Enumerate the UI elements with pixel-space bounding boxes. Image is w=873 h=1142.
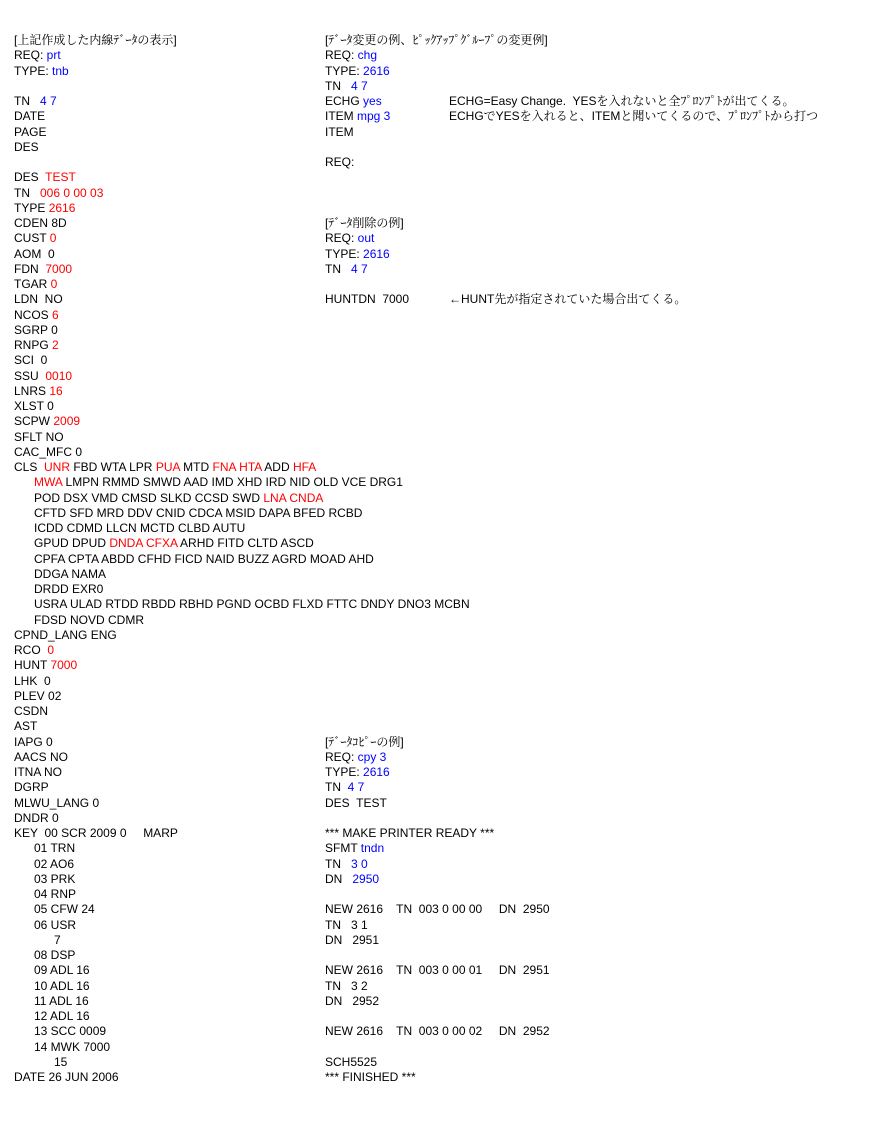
left-line [14, 94, 57, 109]
right-line [325, 780, 364, 795]
text-segment: FDSD NOVD CDMR [34, 612, 144, 627]
text-segment: PAGE [14, 124, 47, 139]
left-line [14, 704, 48, 719]
left-line [14, 780, 49, 795]
left-line [14, 1040, 110, 1055]
left-line [14, 567, 106, 582]
text-segment: 3 0 [351, 856, 368, 871]
text-segment: RCO [14, 643, 48, 657]
right-line [325, 155, 354, 170]
text-segment: HUNTDN 7000 [325, 292, 410, 307]
right-line [325, 857, 368, 872]
text-segment: ITNA NO [14, 765, 63, 779]
text-segment: SCPW [14, 414, 54, 429]
left-line [14, 445, 82, 460]
text-segment: REQ: [14, 48, 47, 63]
annotation-note: ←HUNT先が指定されていた場合出てくる。 [449, 292, 687, 307]
text-segment: 2009 [53, 414, 81, 429]
text-segment: REQ: [325, 48, 358, 63]
right-line [325, 216, 404, 231]
right-line [325, 979, 368, 994]
left-line [14, 735, 53, 750]
text-segment: 2 [52, 338, 59, 352]
text-segment: 11 ADL 16 [34, 993, 89, 1008]
text-segment: TYPE: [325, 765, 364, 779]
left-line [14, 841, 75, 856]
text-segment: TN 3 2 [325, 978, 368, 993]
text-segment: IAPG 0 [14, 734, 53, 749]
text-segment: 16 [49, 383, 63, 398]
right-line [325, 94, 382, 109]
text-segment: REQ: [325, 231, 358, 246]
text-segment: tndn [360, 841, 385, 856]
text-segment: 05 CFW 24 [34, 902, 95, 917]
text-segment: PLEV 02 [14, 688, 62, 703]
text-segment: TN [14, 94, 40, 108]
left-line [14, 674, 51, 689]
text-segment: DATE [14, 109, 46, 124]
text-segment: ARHD FITD CLTD ASCD [177, 536, 314, 551]
text-segment: TN [325, 261, 351, 276]
right-line [325, 933, 379, 948]
text-segment: TN [325, 856, 351, 871]
left-line [14, 460, 316, 475]
left-line [14, 1009, 90, 1024]
text-segment: FBD WTA LPR [70, 460, 156, 474]
text-segment: 14 MWK 7000 [34, 1039, 111, 1054]
right-line [325, 262, 368, 277]
text-segment: POD DSX VMD CMSD SLKD CCSD SWD [34, 490, 264, 505]
text-segment: TN [14, 185, 40, 200]
text-segment: TYPE: [325, 246, 364, 261]
text-segment: 6 [52, 307, 59, 322]
left-line [14, 186, 103, 201]
text-segment: NEW 2616 TN 003 0 00 02 DN 2952 [325, 1024, 550, 1039]
left-line [14, 597, 470, 612]
text-segment: LNA CNDA [263, 490, 324, 505]
text-segment: DN 2951 [325, 932, 380, 947]
text-segment: [上記作成した内線ﾃﾞｰﾀの表示] [14, 33, 177, 47]
left-line [14, 994, 89, 1009]
text-segment: CFTD SFD MRD DDV CNID CDCA MSID DAPA BFED RCBD [34, 505, 363, 520]
text-segment: CUST [14, 231, 50, 246]
text-segment: chg [357, 48, 378, 63]
text-segment: TN 3 1 [325, 917, 368, 932]
left-line [14, 506, 362, 521]
text-segment: *** MAKE PRINTER READY *** [325, 826, 495, 840]
text-segment: LHK 0 [14, 673, 51, 688]
left-line [14, 231, 56, 246]
text-segment: 02 AO6 [34, 856, 75, 871]
left-line [14, 826, 178, 841]
text-segment: SCH5525 [325, 1054, 378, 1069]
right-line [325, 872, 379, 887]
left-line [14, 689, 61, 704]
right-line [325, 1070, 416, 1085]
left-line [14, 552, 374, 567]
text-segment: HFA [292, 460, 317, 474]
left-line [14, 536, 314, 551]
right-line [325, 247, 390, 262]
text-segment: 09 ADL 16 [34, 963, 90, 978]
text-segment: TN [325, 780, 348, 795]
text-segment: 0 [49, 231, 57, 246]
left-line [14, 491, 323, 506]
left-line [14, 658, 77, 673]
text-segment: ECHG [325, 94, 364, 108]
left-line [14, 933, 61, 948]
left-line [14, 872, 75, 887]
annotation-note: ECHGでYESを入れると、ITEMと聞いてくるので、ﾌﾟﾛﾝﾌﾟﾄから打つ [449, 109, 819, 124]
right-line [325, 994, 379, 1009]
text-segment: LNRS [14, 383, 50, 398]
text-segment: PUA [155, 460, 180, 474]
text-segment: GPUD DPUD [34, 536, 110, 551]
left-line [14, 262, 72, 277]
right-line [325, 841, 384, 856]
right-line [325, 826, 494, 841]
text-segment: cpy 3 [357, 749, 387, 764]
left-line [14, 64, 69, 79]
left-line [14, 628, 117, 643]
text-segment: LMPN RMMD SMWD AAD IMD XHD IRD NID OLD VCE DRG1 [62, 475, 403, 490]
text-segment: USRA ULAD RTDD RBDD RBHD PGND OCBD FLXD FTTC DNDY DNO3 MCBN [34, 597, 470, 612]
text-segment: DN [325, 871, 353, 886]
text-segment: 08 DSP [34, 948, 76, 962]
left-line [14, 1024, 106, 1039]
left-line [14, 308, 59, 323]
text-segment: TYPE: [325, 63, 364, 78]
text-segment: DES [14, 170, 46, 185]
right-line [325, 292, 409, 307]
text-segment: AST [14, 719, 38, 734]
text-segment: DES TEST [325, 795, 387, 810]
text-segment: 4 7 [347, 780, 365, 795]
text-segment: DES [14, 139, 39, 154]
text-segment: RNPG [14, 338, 53, 352]
text-segment: CSDN [14, 704, 49, 718]
text-segment: DRDD EXR0 [34, 582, 104, 596]
text-segment: DDGA NAMA [34, 566, 107, 581]
text-segment: 4 7 [351, 261, 368, 276]
text-segment: 0 [47, 643, 55, 657]
text-segment: AOM 0 [14, 246, 55, 261]
text-segment: MLWU_LANG 0 [14, 795, 100, 810]
text-segment: ADD [261, 460, 293, 474]
left-line [14, 338, 59, 353]
text-segment: 2616 [363, 765, 390, 779]
text-segment: 0010 [45, 368, 73, 383]
text-segment: 2616 [48, 200, 76, 215]
right-line [325, 796, 387, 811]
left-line [14, 887, 76, 902]
text-segment: UNR [44, 460, 71, 474]
text-segment: DN 2952 [325, 993, 380, 1008]
text-segment: 01 TRN [34, 841, 76, 856]
right-line [325, 918, 368, 933]
left-line [14, 216, 67, 231]
text-segment: DNDR 0 [14, 810, 59, 825]
right-line [325, 125, 354, 140]
left-line [14, 475, 403, 490]
text-segment: DGRP [14, 780, 49, 795]
left-line [14, 1070, 119, 1085]
left-line [14, 1055, 67, 1070]
text-segment: 2950 [352, 871, 380, 886]
text-segment: CLS [14, 460, 45, 474]
text-segment: SFLT NO [14, 429, 64, 444]
text-segment: ICDD CDMD LLCN MCTD CLBD AUTU [34, 521, 246, 535]
text-segment: REQ: [325, 155, 355, 169]
text-segment: TYPE [14, 200, 49, 215]
left-line [14, 582, 103, 597]
annotation-note: ECHG=Easy Change. YESを入れないと全ﾌﾟﾛﾝﾌﾟﾄが出てくる。 [449, 94, 795, 108]
text-segment: [ﾃﾞｰﾀ変更の例、ﾋﾟｯｸｱｯﾌﾟｸﾞﾙｰﾌﾟの変更例] [325, 33, 548, 47]
text-segment: *** FINISHED *** [325, 1070, 416, 1084]
left-line [14, 201, 75, 216]
text-segment: CPFA CPTA ABDD CFHD FICD NAID BUZZ AGRD MOAD AHD [34, 551, 374, 566]
left-line [14, 857, 74, 872]
text-segment: MTD [179, 460, 213, 474]
text-segment: ITEM [325, 124, 354, 139]
text-segment: mpg 3 [357, 109, 391, 124]
left-line [14, 399, 54, 414]
text-segment: 04 RNP [34, 887, 77, 901]
text-segment: XLST 0 [14, 399, 54, 413]
left-line [14, 796, 99, 811]
text-segment: ITEM [325, 109, 357, 124]
text-segment: DATE 26 JUN 2006 [14, 1070, 119, 1084]
text-segment: 2616 [363, 63, 390, 78]
text-segment: REQ: [325, 749, 358, 764]
text-segment: TYPE: [14, 63, 53, 78]
text-segment: CAC_MFC 0 [14, 444, 83, 459]
text-segment: TEST [45, 170, 76, 185]
text-segment: 15 [34, 1054, 68, 1069]
left-line [14, 140, 39, 155]
left-line [14, 811, 59, 826]
text-segment: AACS NO [14, 749, 69, 764]
right-line [325, 902, 550, 917]
text-segment: [ﾃﾞｰﾀ削除の例] [325, 216, 404, 230]
text-segment: 4 7 [351, 78, 368, 93]
left-line [14, 125, 46, 140]
text-segment: prt [46, 48, 61, 63]
left-line [14, 902, 95, 917]
left-line [14, 948, 75, 963]
text-segment: TN [325, 78, 351, 93]
text-segment: HUNT [14, 658, 51, 673]
left-line [14, 247, 55, 262]
left-line [14, 979, 90, 994]
text-segment: SGRP 0 [14, 322, 58, 337]
right-line [325, 1055, 377, 1070]
text-segment: NEW 2616 TN 003 0 00 00 DN 2950 [325, 902, 550, 917]
left-line [14, 33, 177, 48]
right-line [325, 33, 548, 48]
right-line [325, 750, 386, 765]
left-line [14, 430, 64, 445]
text-segment: TGAR [14, 277, 51, 291]
left-line [14, 384, 63, 399]
left-line [14, 323, 58, 338]
text-segment: 06 USR [34, 917, 77, 932]
right-line [325, 64, 390, 79]
text-segment: 13 SCC 0009 [34, 1024, 107, 1039]
text-segment: 0 [50, 277, 58, 291]
text-segment: 7 [34, 932, 61, 947]
text-segment: 4 7 [40, 94, 57, 108]
text-segment: 7000 [45, 261, 73, 276]
right-line [325, 48, 377, 63]
text-segment: 2616 [363, 246, 390, 261]
left-line [14, 292, 63, 307]
text-segment: SSU [14, 368, 46, 383]
text-segment: CDEN 8D [14, 216, 67, 230]
text-segment: FDN [14, 261, 46, 276]
right-line [325, 79, 368, 94]
left-line [14, 643, 54, 658]
text-segment: 10 ADL 16 [34, 978, 90, 993]
text-segment: [ﾃﾞｰﾀｺﾋﾟｰの例] [325, 734, 404, 749]
left-line [14, 613, 144, 628]
text-segment: 12 ADL 16 [34, 1009, 90, 1023]
text-segment: KEY 00 SCR 2009 0 MARP [14, 826, 178, 840]
right-line [325, 765, 390, 780]
left-line [14, 918, 76, 933]
text-segment: yes [363, 94, 382, 108]
left-line [14, 963, 90, 978]
text-segment: NCOS [14, 307, 53, 322]
left-line [14, 414, 80, 429]
text-segment: 03 PRK [34, 871, 76, 886]
left-line [14, 170, 76, 185]
left-line [14, 48, 61, 63]
left-line [14, 719, 37, 734]
text-segment: out [357, 231, 375, 246]
text-segment: 006 0 00 03 [40, 185, 104, 200]
left-line [14, 353, 47, 368]
left-line [14, 277, 57, 292]
text-segment: LDN NO [14, 292, 63, 307]
left-line [14, 750, 68, 765]
right-line [325, 231, 374, 246]
left-line [14, 109, 45, 124]
text-segment: SCI 0 [14, 353, 48, 368]
text-segment: 7000 [50, 658, 78, 673]
left-line [14, 369, 72, 384]
left-line [14, 521, 245, 536]
text-segment: MWA [34, 475, 63, 490]
right-line [325, 963, 550, 978]
text-segment: NEW 2616 TN 003 0 00 01 DN 2951 [325, 963, 550, 978]
text-segment: tnb [52, 63, 69, 78]
left-line [14, 765, 62, 780]
text-segment: FNA HTA [212, 460, 262, 474]
right-line [325, 735, 404, 750]
right-line [325, 1024, 550, 1039]
text-segment: SFMT [325, 841, 361, 856]
right-line [325, 109, 390, 124]
text-segment: DNDA CFXA [109, 536, 178, 551]
text-segment: CPND_LANG ENG [14, 627, 117, 642]
